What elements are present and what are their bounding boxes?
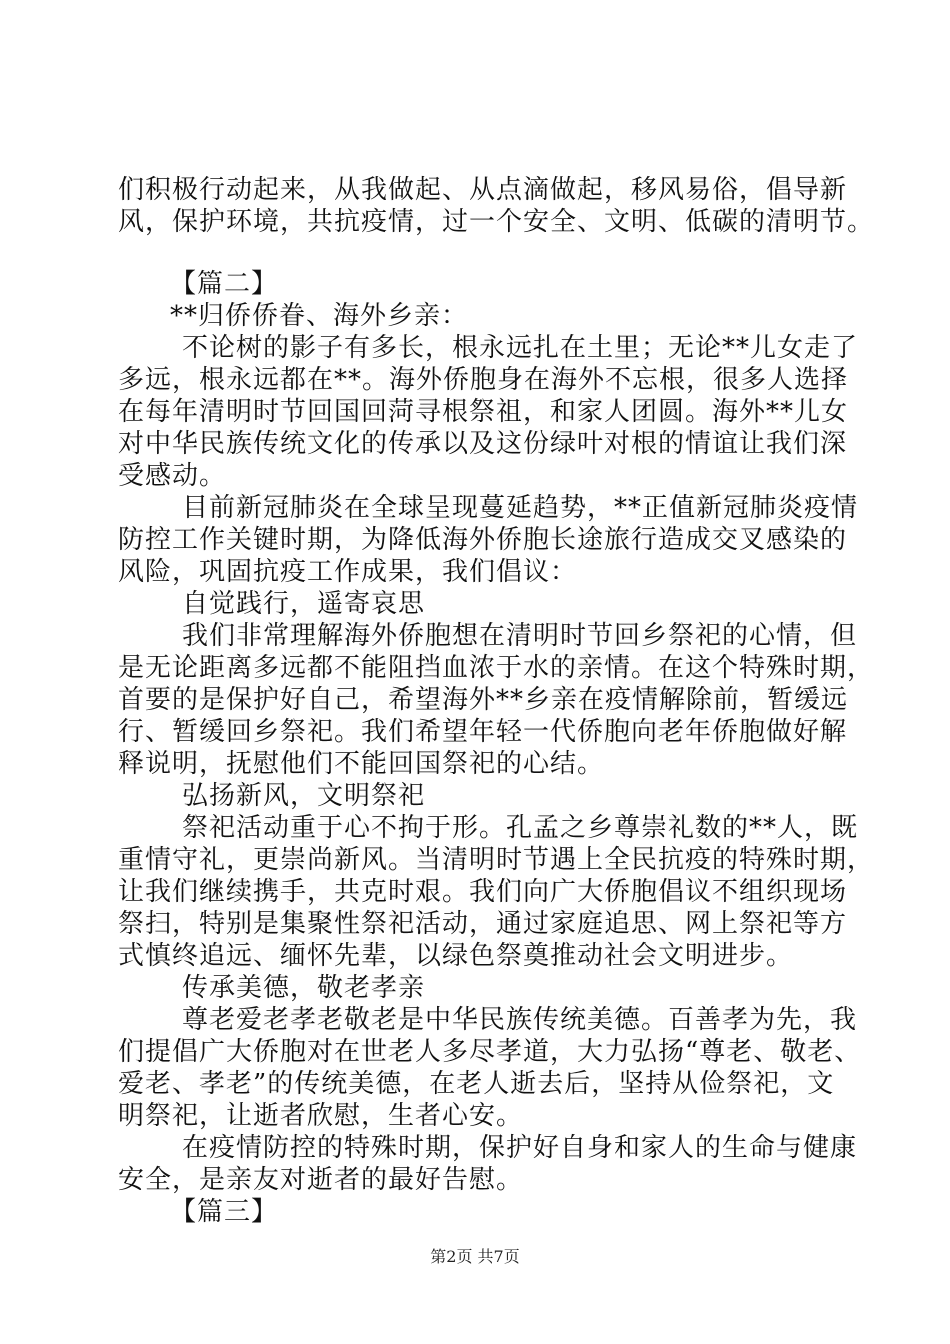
paragraph-line: 们提倡广大侨胞对在世老人多尽孝道，大力弘扬“尊老、敬老、	[118, 1037, 862, 1067]
document-body	[118, 174, 875, 1228]
paragraph-line: 释说明，抚慰他们不能回国祭祀的心结。	[118, 749, 605, 779]
paragraph-line: 在疫情防控的特殊时期，保护好自身和家人的生命与健康	[182, 1133, 858, 1163]
paragraph-line: 祭扫，特别是集聚性祭祀活动，通过家庭追思、网上祭祀等方	[118, 909, 848, 939]
paragraph-line: 是无论距离多远都不能阻挡血浓于水的亲情。在这个特殊时期，	[118, 653, 875, 683]
salutation: **归侨侨眷、海外乡亲：	[170, 301, 469, 331]
paragraph-line: 重情守礼，更崇尚新风。当清明时节遇上全民抗疫的特殊时期，	[118, 845, 875, 875]
paragraph-line: 多远，根永远都在**。海外侨胞身在海外不忘根，很多人选择	[118, 365, 849, 395]
subheading: 传承美德，敬老孝亲	[182, 973, 426, 1003]
paragraph-line: 式慎终追远、缅怀先辈，以绿色祭奠推动社会文明进步。	[118, 941, 794, 971]
subheading: 弘扬新风，文明祭祀	[182, 781, 426, 811]
section-heading: 【篇三】	[170, 1197, 279, 1227]
paragraph-line: 安全，是亲友对逝者的最好告慰。	[118, 1165, 524, 1195]
page-footer: 第2页 共7页	[430, 1247, 520, 1266]
paragraph-line: 不论树的影子有多长，根永远扎在土里；无论**儿女走了	[182, 333, 859, 363]
paragraph-line: 让我们继续携手，共克时艰。我们向广大侨胞倡议不组织现场	[118, 877, 848, 907]
paragraph-line: 风险，巩固抗疫工作成果，我们倡议：	[118, 557, 578, 587]
subheading: 自觉践行，遥寄哀思	[182, 589, 426, 619]
paragraph-line: 对中华民族传统文化的传承以及这份绿叶对根的情谊让我们深	[118, 429, 848, 459]
paragraph-line: 在每年清明时节回国回菏寻根祭祖，和家人团圆。海外**儿女	[118, 397, 849, 427]
paragraph-line: 明祭祀，让逝者欣慰，生者心安。	[118, 1101, 524, 1131]
paragraph-line: 尊老爱老孝老敬老是中华民族传统美德。百善孝为先，我	[182, 1005, 858, 1035]
spacer	[118, 238, 838, 268]
paragraph-line: 目前新冠肺炎在全球呈现蔓延趋势，**正值新冠肺炎疫情	[182, 493, 859, 523]
paragraph-line: 爱老、孝老”的传统美德，在老人逝去后，坚持从俭祭祀，文	[118, 1069, 835, 1099]
paragraph-line: 防控工作关键时期，为降低海外侨胞长途旅行造成交叉感染的	[118, 525, 848, 555]
paragraph-line: 首要的是保护好自己，希望海外**乡亲在疫情解除前，暂缓远	[118, 685, 849, 715]
section-heading: 【篇二】	[170, 269, 279, 299]
paragraph-line: 我们非常理解海外侨胞想在清明时节回乡祭祀的心情，但	[182, 621, 858, 651]
paragraph-line: 们积极行动起来，从我做起、从点滴做起，移风易俗，倡导新	[118, 175, 848, 205]
paragraph-line: 受感动。	[118, 461, 227, 491]
paragraph-line: 祭祀活动重于心不拘于形。孔孟之乡尊崇礼数的**人，既	[182, 813, 859, 843]
paragraph-line: 行、暂缓回乡祭祀。我们希望年轻一代侨胞向老年侨胞做好解	[118, 717, 848, 747]
paragraph-line: 风，保护环境，共抗疫情，过一个安全、文明、低碳的清明节。	[118, 207, 875, 237]
